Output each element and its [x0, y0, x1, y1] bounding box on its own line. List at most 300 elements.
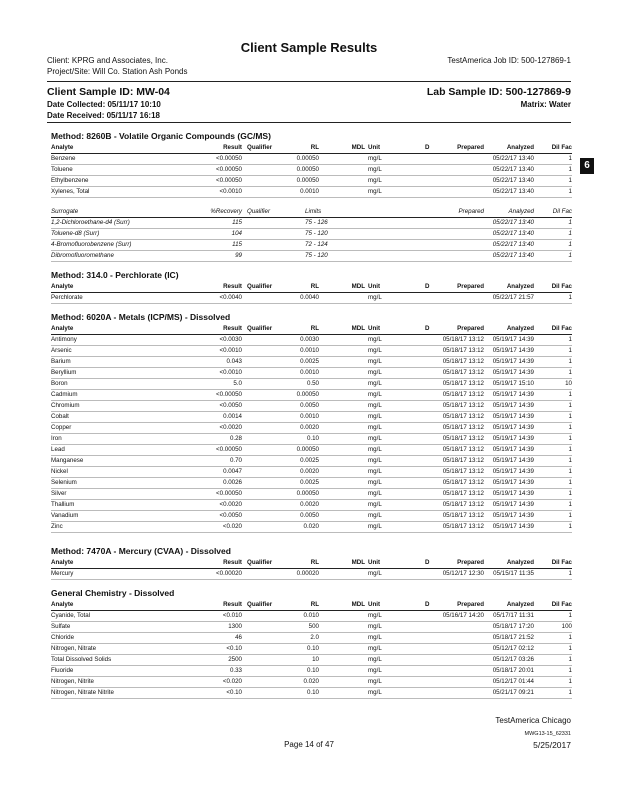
- dil-fac-cell: 1: [568, 689, 572, 696]
- col-d: D: [425, 559, 430, 566]
- col-mdl: MDL: [351, 144, 365, 151]
- analyte-cell: Total Dissolved Solids: [51, 656, 112, 663]
- unit-cell: mg/L: [368, 468, 382, 475]
- dil-fac-cell: 1: [568, 490, 572, 497]
- dil-fac-cell: 1: [568, 347, 572, 354]
- analyzed-cell: 05/19/17 14:39: [492, 523, 534, 530]
- col-dil-fac: Dil Fac: [551, 144, 572, 151]
- result-cell: 0.33: [229, 667, 242, 674]
- col-d: D: [425, 144, 430, 151]
- rl-cell: 500: [308, 623, 319, 630]
- analyte-cell: Nickel: [51, 468, 68, 475]
- prepared-cell: 05/18/17 13:12: [442, 446, 484, 453]
- analyzed-cell: 05/19/17 14:39: [492, 336, 534, 343]
- analyte-cell: Nitrogen, Nitrate: [51, 645, 97, 652]
- analyzed-cell: 05/18/17 21:52: [492, 634, 534, 641]
- dil-fac-cell: 1: [568, 358, 572, 365]
- analyte-cell: Selenium: [51, 479, 77, 486]
- col-analyte: Analyte: [51, 325, 74, 332]
- rl-cell: 0.10: [306, 645, 319, 652]
- analyzed-cell: 05/17/17 11:31: [493, 612, 534, 619]
- prepared-cell: 05/18/17 13:12: [442, 358, 484, 365]
- col-surr-analyzed: Analyzed: [508, 208, 534, 215]
- analyzed-cell: 05/19/17 14:39: [492, 468, 534, 475]
- analyzed-cell: 05/22/17 13:40: [492, 166, 534, 173]
- analyte-cell: Fluoride: [51, 667, 74, 674]
- result-cell: <0.00050: [216, 177, 242, 184]
- analyzed-cell: 05/22/17 13:40: [492, 188, 534, 195]
- dil-fac-cell: 1: [568, 336, 572, 343]
- result-cell: 1300: [228, 623, 242, 630]
- rl-cell: 0.020: [303, 678, 319, 685]
- col-analyte: Analyte: [51, 283, 74, 290]
- result-cell: <0.10: [226, 689, 242, 696]
- col-d: D: [425, 283, 430, 290]
- analyte-cell: Cyanide, Total: [51, 612, 91, 619]
- col-surr-dil-fac: Dil Fac: [552, 208, 572, 215]
- unit-cell: mg/L: [368, 347, 382, 354]
- rl-cell: 0.00020: [296, 570, 319, 577]
- analyzed-cell: 05/12/17 02:12: [492, 645, 534, 652]
- col-rl: RL: [310, 559, 319, 566]
- dil-fac-cell: 1: [568, 188, 572, 195]
- unit-cell: mg/L: [368, 678, 382, 685]
- result-cell: <0.0020: [219, 501, 242, 508]
- dil-fac-cell: 1: [568, 479, 572, 486]
- result-cell: 0.0047: [223, 468, 242, 475]
- result-cell: 46: [235, 634, 242, 641]
- analyte-cell: Chloride: [51, 634, 75, 641]
- analyte-cell: Beryllium: [51, 369, 77, 376]
- analyzed-cell: 05/19/17 14:39: [492, 358, 534, 365]
- analyte-cell: Manganese: [51, 457, 84, 464]
- dil-fac-cell: 1: [568, 424, 572, 431]
- analyte-cell: Lead: [51, 446, 65, 453]
- page-number: Page 14 of 47: [284, 740, 334, 749]
- result-cell: 2500: [228, 656, 242, 663]
- client-name: Client: KPRG and Associates, Inc.: [47, 56, 168, 65]
- rl-cell: 0.0050: [300, 512, 319, 519]
- surr-dil-cell: 1: [568, 252, 572, 259]
- dil-fac-cell: 1: [568, 166, 572, 173]
- rl-cell: 10: [312, 656, 319, 663]
- unit-cell: mg/L: [368, 490, 382, 497]
- surr-analyzed-cell: 05/22/17 13:40: [492, 219, 534, 226]
- unit-cell: mg/L: [368, 689, 382, 696]
- analyte-cell: Cobalt: [51, 413, 69, 420]
- recovery-cell: 115: [232, 219, 242, 226]
- result-cell: <0.0050: [219, 402, 242, 409]
- analyte-cell: Sulfate: [51, 623, 71, 630]
- dil-fac-cell: 1: [568, 446, 572, 453]
- prepared-cell: 05/18/17 13:12: [442, 402, 484, 409]
- rl-cell: 0.00050: [296, 155, 319, 162]
- col-rl: RL: [310, 283, 319, 290]
- unit-cell: mg/L: [368, 391, 382, 398]
- unit-cell: mg/L: [368, 623, 382, 630]
- analyte-cell: Copper: [51, 424, 72, 431]
- analyte-cell: Barium: [51, 358, 71, 365]
- unit-cell: mg/L: [368, 413, 382, 420]
- rl-cell: 0.0010: [300, 347, 319, 354]
- lab-sample-id: Lab Sample ID: 500-127869-9: [426, 86, 571, 98]
- unit-cell: mg/L: [368, 667, 382, 674]
- rl-cell: 0.50: [306, 380, 319, 387]
- result-cell: <0.00020: [216, 570, 242, 577]
- col-surrogate: Surrogate: [51, 208, 79, 215]
- analyzed-cell: 05/22/17 21:57: [492, 294, 534, 301]
- col-prepared: Prepared: [457, 325, 484, 332]
- result-cell: 0.28: [229, 435, 242, 442]
- analyzed-cell: 05/19/17 14:39: [492, 490, 534, 497]
- unit-cell: mg/L: [368, 380, 382, 387]
- col-rl: RL: [310, 144, 319, 151]
- unit-cell: mg/L: [368, 155, 382, 162]
- col-dil-fac: Dil Fac: [551, 325, 572, 332]
- analyte-cell: Perchlorate: [51, 294, 83, 301]
- client-sample-id: Client Sample ID: MW-04: [47, 86, 170, 98]
- rl-cell: 0.0020: [300, 501, 319, 508]
- analyzed-cell: 05/19/17 14:39: [492, 369, 534, 376]
- col-qualifier: Qualifier: [247, 325, 273, 332]
- rl-cell: 0.0040: [300, 294, 319, 301]
- col-limits: Limits: [305, 208, 322, 215]
- analyte-cell: Silver: [51, 490, 67, 497]
- job-id: TestAmerica Job ID: 500-127869-1: [447, 56, 571, 65]
- col-unit: Unit: [368, 283, 381, 290]
- analyzed-cell: 05/19/17 14:39: [492, 501, 534, 508]
- col-analyzed: Analyzed: [506, 283, 534, 290]
- result-cell: 5.0: [233, 380, 242, 387]
- prepared-cell: 05/18/17 13:12: [442, 457, 484, 464]
- surr-dil-cell: 1: [568, 219, 572, 226]
- unit-cell: mg/L: [368, 446, 382, 453]
- analyzed-cell: 05/19/17 14:39: [492, 435, 534, 442]
- col-qualifier: Qualifier: [247, 559, 273, 566]
- col-analyzed: Analyzed: [506, 601, 534, 608]
- rl-cell: 0.0020: [300, 424, 319, 431]
- analyte-cell: Boron: [51, 380, 68, 387]
- surrogate-row: [51, 250, 572, 262]
- limits-cell: 72 - 124: [305, 241, 328, 248]
- analyzed-cell: 05/19/17 14:39: [492, 512, 534, 519]
- limits-cell: 75 - 120: [305, 230, 328, 237]
- analyzed-cell: 05/19/17 14:39: [492, 424, 534, 431]
- rl-cell: 0.10: [306, 435, 319, 442]
- col-prepared: Prepared: [457, 283, 484, 290]
- rl-cell: 0.00050: [296, 177, 319, 184]
- voc-section-title: Method: 8260B - Volatile Organic Compounds (GC/MS): [51, 131, 271, 141]
- col-qualifier: Qualifier: [247, 283, 273, 290]
- unit-cell: mg/L: [368, 294, 382, 301]
- prepared-cell: 05/18/17 13:12: [442, 336, 484, 343]
- result-cell: <0.00050: [216, 166, 242, 173]
- unit-cell: mg/L: [368, 424, 382, 431]
- surrogate-name-cell: Toluene-d8 (Surr): [51, 230, 100, 237]
- unit-cell: mg/L: [368, 457, 382, 464]
- rl-cell: 0.0020: [300, 468, 319, 475]
- analyte-cell: Mercury: [51, 570, 74, 577]
- col-qualifier: Qualifier: [247, 144, 273, 151]
- result-cell: <0.0030: [219, 336, 242, 343]
- unit-cell: mg/L: [368, 402, 382, 409]
- dil-fac-cell: 100: [561, 623, 572, 630]
- rl-cell: 0.0030: [300, 336, 319, 343]
- analyte-cell: Cadmium: [51, 391, 78, 398]
- col-analyzed: Analyzed: [506, 144, 534, 151]
- prepared-cell: 05/18/17 13:12: [442, 435, 484, 442]
- result-cell: <0.00050: [216, 155, 242, 162]
- unit-cell: mg/L: [368, 479, 382, 486]
- dil-fac-cell: 1: [568, 402, 572, 409]
- analyzed-cell: 05/12/17 01:44: [492, 678, 534, 685]
- unit-cell: mg/L: [368, 336, 382, 343]
- prepared-cell: 05/18/17 13:12: [442, 523, 484, 530]
- recovery-cell: 99: [235, 252, 242, 259]
- rl-cell: 0.10: [306, 689, 319, 696]
- prepared-cell: 05/12/17 12:30: [442, 570, 484, 577]
- prepared-cell: 05/18/17 13:12: [442, 369, 484, 376]
- limits-cell: 75 - 126: [305, 219, 328, 226]
- unit-cell: mg/L: [368, 612, 382, 619]
- rl-cell: 0.0025: [300, 358, 319, 365]
- analyte-cell: Benzene: [51, 155, 76, 162]
- rl-cell: 0.00050: [296, 446, 319, 453]
- col-analyte: Analyte: [51, 601, 74, 608]
- table-row: [51, 292, 572, 304]
- prepared-cell: 05/18/17 13:12: [442, 413, 484, 420]
- prepared-cell: 05/18/17 13:12: [442, 380, 484, 387]
- unit-cell: mg/L: [368, 645, 382, 652]
- dil-fac-cell: 1: [568, 678, 572, 685]
- dil-fac-cell: 1: [568, 457, 572, 464]
- analyzed-cell: 05/19/17 14:39: [492, 446, 534, 453]
- analyte-cell: Zinc: [51, 523, 63, 530]
- dil-fac-cell: 1: [568, 523, 572, 530]
- analyzed-cell: 05/19/17 15:10: [492, 380, 534, 387]
- analyte-cell: Vanadium: [51, 512, 79, 519]
- perchlorate-section-title: Method: 314.0 - Perchlorate (IC): [51, 270, 179, 280]
- date-received: Date Received: 05/11/17 16:18: [47, 111, 160, 120]
- unit-cell: mg/L: [368, 166, 382, 173]
- dil-fac-cell: 1: [568, 294, 572, 301]
- result-cell: <0.0010: [219, 188, 242, 195]
- analyte-cell: Ethylbenzene: [51, 177, 89, 184]
- result-cell: <0.0010: [219, 369, 242, 376]
- result-cell: <0.010: [222, 612, 242, 619]
- analyte-cell: Thallium: [51, 501, 75, 508]
- analyzed-cell: 05/18/17 20:01: [492, 667, 534, 674]
- surr-dil-cell: 1: [568, 230, 572, 237]
- surrogate-name-cell: 4-Bromofluorobenzene (Surr): [51, 241, 132, 248]
- analyzed-cell: 05/18/17 17:20: [492, 623, 534, 630]
- dil-fac-cell: 1: [568, 645, 572, 652]
- col-recovery: %Recovery: [210, 208, 242, 215]
- analyzed-cell: 05/19/17 14:39: [492, 413, 534, 420]
- rl-cell: 0.00050: [296, 490, 319, 497]
- col-unit: Unit: [368, 325, 381, 332]
- result-cell: 0.70: [229, 457, 242, 464]
- table-row: [51, 568, 572, 580]
- header-divider: [47, 81, 571, 82]
- analyte-cell: Xylenes, Total: [51, 188, 90, 195]
- dil-fac-cell: 1: [568, 155, 572, 162]
- surrogate-name-cell: Dibromofluoromethane: [51, 252, 114, 259]
- col-dil-fac: Dil Fac: [551, 283, 572, 290]
- col-surr-qualifier: Qualifier: [247, 208, 271, 215]
- dil-fac-cell: 1: [568, 634, 572, 641]
- col-result: Result: [223, 283, 242, 290]
- rl-cell: 0.0025: [300, 457, 319, 464]
- result-cell: <0.0050: [219, 512, 242, 519]
- dil-fac-cell: 1: [568, 612, 572, 619]
- col-mdl: MDL: [351, 559, 365, 566]
- rl-cell: 0.020: [303, 523, 319, 530]
- rl-cell: 0.0010: [300, 369, 319, 376]
- prepared-cell: 05/18/17 13:12: [442, 424, 484, 431]
- prepared-cell: 05/18/17 13:12: [442, 512, 484, 519]
- result-cell: 0.043: [226, 358, 242, 365]
- analyte-cell: Nitrogen, Nitrate Nitrite: [51, 689, 114, 696]
- unit-cell: mg/L: [368, 188, 382, 195]
- rl-cell: 0.00050: [296, 391, 319, 398]
- col-dil-fac: Dil Fac: [551, 559, 572, 566]
- analyte-cell: Antimony: [51, 336, 77, 343]
- result-cell: <0.10: [226, 645, 242, 652]
- analyzed-cell: 05/19/17 14:39: [492, 479, 534, 486]
- dil-fac-cell: 1: [568, 512, 572, 519]
- rl-cell: 0.0050: [300, 402, 319, 409]
- analyte-cell: Chromium: [51, 402, 80, 409]
- analyte-cell: Toluene: [51, 166, 73, 173]
- result-cell: <0.0010: [219, 347, 242, 354]
- analyzed-cell: 05/12/17 03:26: [492, 656, 534, 663]
- dil-fac-cell: 1: [568, 391, 572, 398]
- result-cell: <0.020: [222, 523, 242, 530]
- col-prepared: Prepared: [457, 601, 484, 608]
- analyte-cell: Nitrogen, Nitrite: [51, 678, 94, 685]
- prepared-cell: 05/18/17 13:12: [442, 347, 484, 354]
- unit-cell: mg/L: [368, 358, 382, 365]
- prepared-cell: 05/18/17 13:12: [442, 490, 484, 497]
- col-analyzed: Analyzed: [506, 325, 534, 332]
- analyzed-cell: 05/19/17 14:39: [492, 391, 534, 398]
- unit-cell: mg/L: [368, 523, 382, 530]
- col-mdl: MDL: [351, 283, 365, 290]
- footer-document-code: MWG13-15_62331: [524, 731, 571, 737]
- col-result: Result: [223, 325, 242, 332]
- col-unit: Unit: [368, 559, 381, 566]
- analyzed-cell: 05/19/17 14:39: [492, 402, 534, 409]
- dil-fac-cell: 10: [565, 380, 572, 387]
- dil-fac-cell: 1: [568, 177, 572, 184]
- prepared-cell: 05/18/17 13:12: [442, 468, 484, 475]
- analyzed-cell: 05/22/17 13:40: [492, 155, 534, 162]
- col-mdl: MDL: [351, 601, 365, 608]
- col-unit: Unit: [368, 601, 381, 608]
- col-mdl: MDL: [351, 325, 365, 332]
- unit-cell: mg/L: [368, 501, 382, 508]
- col-rl: RL: [310, 601, 319, 608]
- col-dil-fac: Dil Fac: [551, 601, 572, 608]
- prepared-cell: 05/18/17 13:12: [442, 501, 484, 508]
- rl-cell: 2.0: [310, 634, 319, 641]
- unit-cell: mg/L: [368, 435, 382, 442]
- analyzed-cell: 05/19/17 14:39: [492, 457, 534, 464]
- rl-cell: 0.010: [303, 612, 319, 619]
- analyzed-cell: 05/15/17 11:35: [493, 570, 534, 577]
- unit-cell: mg/L: [368, 656, 382, 663]
- unit-cell: mg/L: [368, 512, 382, 519]
- prepared-cell: 05/18/17 13:12: [442, 391, 484, 398]
- dil-fac-cell: 1: [568, 413, 572, 420]
- unit-cell: mg/L: [368, 634, 382, 641]
- report-date: 5/25/2017: [533, 740, 571, 750]
- dil-fac-cell: 1: [568, 667, 572, 674]
- col-prepared: Prepared: [457, 144, 484, 151]
- col-analyzed: Analyzed: [506, 559, 534, 566]
- dil-fac-cell: 1: [568, 369, 572, 376]
- col-analyte: Analyte: [51, 559, 74, 566]
- result-cell: <0.0020: [219, 424, 242, 431]
- rl-cell: 0.0025: [300, 479, 319, 486]
- col-unit: Unit: [368, 144, 381, 151]
- result-cell: 0.0014: [223, 413, 242, 420]
- prepared-cell: 05/16/17 14:20: [442, 612, 484, 619]
- dil-fac-cell: 1: [568, 656, 572, 663]
- matrix: Matrix: Water: [520, 100, 571, 109]
- result-cell: <0.00050: [216, 391, 242, 398]
- analyzed-cell: 05/19/17 14:39: [492, 347, 534, 354]
- recovery-cell: 115: [232, 241, 242, 248]
- rl-cell: 0.0010: [300, 413, 319, 420]
- surr-dil-cell: 1: [568, 241, 572, 248]
- dil-fac-cell: 1: [568, 468, 572, 475]
- col-result: Result: [223, 144, 242, 151]
- rl-cell: 0.0010: [300, 188, 319, 195]
- mercury-section-title: Method: 7470A - Mercury (CVAA) - Dissolved: [51, 546, 231, 556]
- footer-lab-name: TestAmerica Chicago: [495, 716, 571, 725]
- col-qualifier: Qualifier: [247, 601, 273, 608]
- surr-analyzed-cell: 05/22/17 13:40: [492, 252, 534, 259]
- surrogate-name-cell: 1,2-Dichloroethane-d4 (Surr): [51, 219, 130, 226]
- col-prepared: Prepared: [457, 559, 484, 566]
- rl-cell: 0.10: [306, 667, 319, 674]
- date-collected: Date Collected: 05/11/17 10:10: [47, 100, 161, 109]
- col-d: D: [425, 325, 430, 332]
- general-section-title: General Chemistry - Dissolved: [51, 588, 175, 598]
- result-cell: 0.0026: [223, 479, 242, 486]
- result-cell: <0.00050: [216, 490, 242, 497]
- surr-analyzed-cell: 05/22/17 13:40: [492, 230, 534, 237]
- col-d: D: [425, 601, 430, 608]
- unit-cell: mg/L: [368, 177, 382, 184]
- sample-divider: [47, 122, 571, 123]
- page-title: Client Sample Results: [240, 40, 378, 55]
- surr-analyzed-cell: 05/22/17 13:40: [492, 241, 534, 248]
- table-row: [51, 186, 572, 198]
- result-cell: <0.00050: [216, 446, 242, 453]
- col-rl: RL: [310, 325, 319, 332]
- prepared-cell: 05/18/17 13:12: [442, 479, 484, 486]
- col-surr-prepared: Prepared: [458, 208, 484, 215]
- limits-cell: 75 - 120: [305, 252, 328, 259]
- metals-section-title: Method: 6020A - Metals (ICP/MS) - Dissolved: [51, 312, 231, 322]
- analyzed-cell: 05/21/17 09:21: [492, 689, 534, 696]
- result-cell: <0.020: [222, 678, 242, 685]
- unit-cell: mg/L: [368, 570, 382, 577]
- dil-fac-cell: 1: [568, 570, 572, 577]
